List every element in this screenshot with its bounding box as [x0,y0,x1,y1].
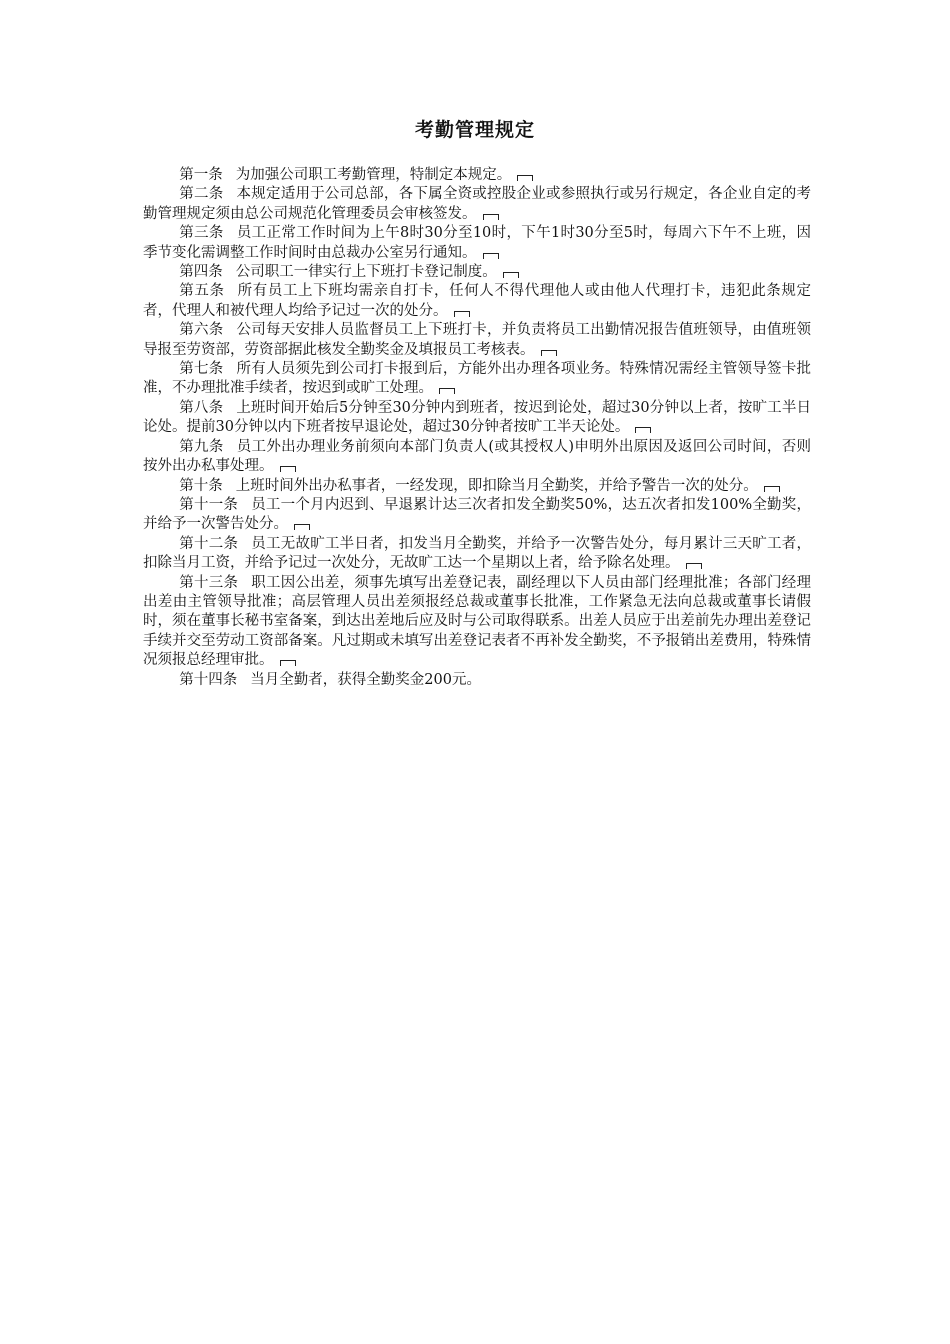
article-number: 第十四条 [179,671,238,688]
article-text: 职工因公出差，须事先填写出差登记表，副经理以下人员由部门经理批准；各部门经理出差由主管领导批准；高层管理人员出差须报经总裁或董事长批准，工作紧急无法向总裁或董事长请假时，须在董事长秘书室备案，到达出差地后应及时与公司取得联系。出差人员应于出差前先办理出差登记手续并交至劳动工资部备案。凡过期或未填写出差登记表者不再补发全勤奖，不予报销出差费用，特殊情况须报总经理审批。 [143,574,812,669]
article-text: 本规定适用于公司总部，各下属全资或控股企业或参照执行或另行规定，各企业自定的考勤管理规定须由总公司规范化管理委员会审核签发。 [143,186,812,222]
paragraph-mark-icon [517,175,533,181]
article-11 [143,496,811,535]
article-10 [143,477,811,496]
paragraph-mark-icon [503,272,519,278]
article-number: 第十三条 [179,574,239,591]
paragraph-mark-icon [280,466,296,472]
paragraph-mark-icon [483,214,499,220]
article-text: 员工外出办理业务前须向本部门负责人(或其授权人)申明外出原因及返回公司时间，否则按外出办私事处理。 [143,438,811,475]
article-text: 上班时间开始后5分钟至30分钟内到班者，按迟到论处，超过30分钟以上者，按旷工半日论处。提前30分钟以内下班者按早退论处，超过30分钟者按旷工半天论处。 [143,399,812,436]
article-number: 第六条 [179,322,224,339]
article-8 [143,399,811,438]
article-number: 第十二条 [179,535,239,552]
article-text: 所有人员须先到公司打卡报到后，方能外出办理各项业务。特殊情况需经主管领导签卡批准，不办理批准手续者，按迟到或旷工处理。 [143,361,812,397]
article-14 [143,671,811,690]
paragraph-mark-icon [454,311,470,317]
article-5 [143,282,811,321]
article-7 [143,360,811,399]
article-number: 第十一条 [179,496,239,513]
article-number: 第八条 [179,399,224,416]
article-text: 公司职工一律实行上下班打卡登记制度。 [235,264,497,281]
article-text: 员工正常工作时间为上午8时30分至10时，下午1时30分至5时，每周六下午不上班，因季节变化需调整工作时间时由总裁办公室另行通知。 [143,225,812,261]
article-13 [143,574,811,671]
article-number: 第九条 [179,438,224,455]
paragraph-mark-icon [764,486,780,492]
article-text: 员工一个月内迟到、早退累计达三次者扣发全勤奖50%，达五次者扣发100%全勤奖，并给予一次警告处分。 [143,496,812,533]
paragraph-mark-icon [439,388,455,394]
paragraph-mark-icon [541,350,557,356]
document-title: 考勤管理规定 [414,119,535,141]
article-number: 第三条 [179,225,224,242]
article-number: 第二条 [179,186,224,203]
article-2 [143,185,811,224]
article-text: 公司每天安排人员监督员工上下班打卡，并负责将员工出勤情况报告值班领导，由值班领导报至劳资部，劳资部据此核发全勤奖金及填报员工考核表。 [143,322,812,358]
article-text: 所有员工上下班均需亲自打卡，任何人不得代理他人或由他人代理打卡，违犯此条规定者，代理人和被代理人均给予记过一次的处分。 [143,283,812,319]
article-text: 当月全勤者，获得全勤奖金200元。 [250,671,481,688]
article-9 [143,438,811,477]
article-text: 为加强公司职工考勤管理，特制定本规定。 [235,167,512,183]
article-12 [143,535,811,574]
article-number: 第四条 [179,264,223,281]
paragraph-mark-icon [635,427,651,433]
document-body [143,166,811,690]
article-4 [143,263,811,282]
article-number: 第五条 [179,283,225,300]
paragraph-mark-icon [294,524,310,530]
article-text: 员工无故旷工半日者，扣发当月全勤奖，并给予一次警告处分，每月累计三天旷工者，扣除当月工资，并给予记过一次处分，无故旷工达一个星期以上者，给予除名处理。 [143,535,812,572]
article-number: 第十条 [179,477,223,494]
article-text: 上班时间外出办私事者，一经发现，即扣除当月全勤奖，并给予警告一次的处分。 [235,477,758,494]
paragraph-mark-icon [280,660,296,666]
paragraph-mark-icon [686,563,702,569]
article-number: 第一条 [179,167,223,183]
paragraph-mark-icon [483,253,499,259]
article-6 [143,321,811,360]
article-3 [143,224,811,263]
article-number: 第七条 [179,361,224,378]
article-1 [143,166,811,185]
